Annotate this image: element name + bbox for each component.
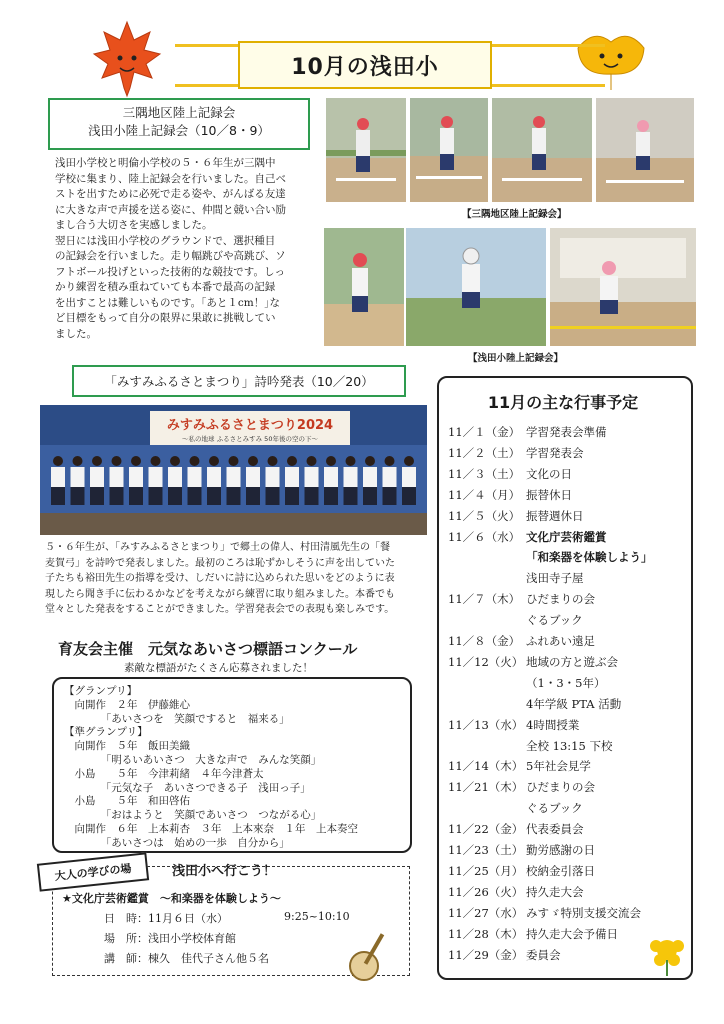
festival-paragraph-line: 現したら聞き手に伝わるかなどを考えながら練習に取り組みました。本番でも bbox=[45, 588, 395, 600]
student-figure-body bbox=[129, 467, 143, 487]
athletics-paragraph-line: ました。 bbox=[55, 327, 97, 340]
student-figure-body bbox=[305, 467, 319, 487]
athletics-paragraph bbox=[55, 156, 315, 342]
festival-paragraph-line: 子たちも裕田先生の指導を受け、しだいに詩に込められた思いをどのように表 bbox=[45, 573, 395, 584]
award-line: 【グランプリ】 bbox=[64, 685, 138, 697]
contest-title: 育友会主催 元気なあいさつ標語コンクール bbox=[58, 640, 358, 658]
schedule-event: 勤労感謝の日 bbox=[526, 843, 595, 857]
schedule-date: 11／５（火） bbox=[448, 508, 521, 523]
student-figure-body bbox=[246, 467, 260, 487]
award-line: 「おはようと 笑顔であいさつ つながる心」 bbox=[64, 809, 322, 822]
photo-festival-stage bbox=[40, 405, 427, 535]
schedule-date: 11／22（金） bbox=[448, 822, 524, 837]
student-figure-head bbox=[229, 456, 239, 466]
schedule-date: 11／２（土） bbox=[448, 445, 521, 460]
student-figure-skirt bbox=[266, 487, 280, 505]
photo-softball-throw bbox=[550, 228, 696, 346]
student-figure-body bbox=[90, 467, 104, 487]
schedule-row bbox=[448, 842, 595, 858]
schedule-event: 全校 13:15 下校 bbox=[526, 738, 613, 753]
schedule-row bbox=[448, 633, 595, 649]
award-line: 【準グランプリ】 bbox=[64, 726, 148, 739]
festival-paragraph-line: ５・６年生が、「みすみふるさとまつり」で郷土の偉人、村田清風先生の「餐 bbox=[45, 542, 390, 553]
schedule-date: 11／13（水） bbox=[448, 717, 524, 732]
photo-hurdle-2 bbox=[410, 98, 488, 202]
caption-asada-meet: 【浅田小陸上記録会】 bbox=[468, 353, 564, 364]
student-figure-skirt bbox=[363, 487, 377, 505]
schedule-row bbox=[448, 529, 607, 545]
schedule-row bbox=[448, 424, 607, 440]
schedule-event: 委員会 bbox=[526, 947, 561, 962]
festival-banner-text: みすみふるさとまつり2024 bbox=[166, 418, 334, 433]
schedule-row bbox=[448, 821, 584, 837]
schedule-row bbox=[448, 508, 584, 524]
festival-paragraph-line: 堂々とした発表をすることができました。学習発表会での表現も楽しみです。 bbox=[45, 604, 395, 615]
schedule-row bbox=[448, 696, 621, 712]
schedule-row bbox=[448, 758, 591, 774]
student-figure-head bbox=[326, 456, 336, 466]
photo-long-jump bbox=[324, 228, 404, 346]
student-figure-body bbox=[383, 467, 397, 487]
photo-hurdle-3 bbox=[492, 98, 592, 202]
athletics-title-line1: 三隅地区陸上記録会 bbox=[122, 105, 236, 120]
schedule-event: 文化庁芸術鑑賞 bbox=[526, 529, 607, 544]
athletics-paragraph-line: まし合う大切さを実感しました。 bbox=[55, 219, 213, 231]
student-figure-skirt bbox=[402, 487, 416, 505]
caption-misumi-meet: 【三隅地区陸上記録会】 bbox=[462, 209, 567, 220]
schedule-row bbox=[448, 466, 572, 482]
schedule-event: 4年学級 PTA 活動 bbox=[526, 696, 622, 711]
student-figure-head bbox=[112, 456, 122, 466]
schedule-date: 11／３（土） bbox=[448, 466, 521, 481]
schedule-row bbox=[448, 779, 595, 795]
award-line: 「元気な子 あいさつできる子 浅田っ子」 bbox=[64, 781, 311, 794]
student-figure-body bbox=[324, 467, 338, 487]
schedule-row bbox=[448, 487, 572, 503]
schedule-row bbox=[448, 738, 612, 754]
student-figure-skirt bbox=[324, 487, 338, 505]
schedule-title: 11月の主な行事予定 bbox=[487, 393, 639, 412]
schedule-event: 持久走大会予備日 bbox=[526, 926, 618, 941]
schedule-event: ふれあい遠足 bbox=[526, 634, 595, 648]
schedule-row bbox=[448, 591, 595, 607]
schedule-date: 11／21（木） bbox=[448, 780, 524, 795]
student-figure-head bbox=[190, 456, 200, 466]
schedule-event: 浅田寺子屋 bbox=[526, 571, 584, 586]
student-figure-head bbox=[151, 456, 161, 466]
athletics-paragraph-line: 浅田小学校と明倫小学校の５・６年生が三隅中 bbox=[55, 157, 276, 169]
contest-subtitle: 素敵な標語がたくさん応募されました！ bbox=[124, 662, 313, 674]
student-figure-body bbox=[227, 467, 241, 487]
schedule-row bbox=[448, 863, 595, 879]
schedule-row bbox=[448, 570, 584, 586]
athletics-paragraph-line: かり練習を積み重ねていても本番で最高の記録 bbox=[55, 281, 276, 293]
student-figure-head bbox=[53, 456, 63, 466]
student-figure-skirt bbox=[344, 487, 358, 505]
student-figure-skirt bbox=[71, 487, 85, 505]
schedule-date: 11／７（木） bbox=[448, 592, 521, 607]
award-line: 向開作 ２年 伊藤維心 bbox=[64, 698, 190, 711]
festival-paragraph bbox=[45, 540, 425, 618]
schedule-event: 「和楽器を体験しよう」 bbox=[526, 550, 653, 565]
athletics-paragraph-line: フトボール投げといった技術的な競技です。しっ bbox=[55, 265, 285, 278]
award-line: 「あいさつは 始めの一歩 自分から」 bbox=[64, 836, 290, 849]
athletics-paragraph-line: の記録会を行いました。走り幅跳びや高跳び、ソ bbox=[55, 250, 286, 262]
award-line: 「あいさつを 笑顔ですると 福来る」 bbox=[64, 712, 290, 725]
schedule-row bbox=[448, 549, 653, 565]
schedule-row bbox=[448, 947, 561, 963]
student-figure-skirt bbox=[188, 487, 202, 505]
manabi-title: 浅田小へ行こう！ bbox=[172, 864, 277, 879]
schedule-date: 11／23（土） bbox=[448, 843, 524, 857]
athletics-paragraph-line: を出すことは難しいものです。｢あと１cm！｣な bbox=[55, 296, 280, 309]
page-title-banner bbox=[238, 41, 492, 89]
schedule-event: 学習発表会 bbox=[526, 445, 584, 460]
schedule-event: ぐるブック bbox=[526, 801, 583, 816]
athletics-paragraph-line: に大きな声で声援を送る姿に、仲間と競い合い励 bbox=[55, 203, 286, 216]
manabi-time: 9:25~10:10 bbox=[284, 910, 350, 923]
student-figure-skirt bbox=[51, 487, 65, 505]
student-figure-skirt bbox=[383, 487, 397, 505]
student-figure-skirt bbox=[227, 487, 241, 505]
schedule-row bbox=[448, 612, 583, 628]
schedule-date: 11／１（金） bbox=[448, 425, 521, 439]
schedule-date: 11／29（金） bbox=[448, 947, 524, 962]
schedule-event: 学習発表会準備 bbox=[526, 425, 607, 439]
schedule-row bbox=[448, 800, 583, 816]
manabi-date: 日 時：11月６日（水） bbox=[104, 912, 228, 925]
student-figure-body bbox=[402, 467, 416, 487]
student-figure-skirt bbox=[129, 487, 143, 505]
student-figure-head bbox=[268, 456, 278, 466]
student-figure-head bbox=[170, 456, 180, 466]
manabi-event: ★文化庁芸術鑑賞 ～和楽器を体験しよう～ bbox=[62, 892, 281, 905]
athletics-paragraph-line: 学校に集まり、陸上記録会を行いました。自己ベ bbox=[55, 172, 286, 185]
student-figure-head bbox=[307, 456, 317, 466]
schedule-event: 文化の日 bbox=[526, 466, 572, 481]
student-figure-skirt bbox=[207, 487, 221, 505]
student-figure-head bbox=[404, 456, 414, 466]
festival-banner-subtext: ～私の地球 ふるさとみすみ 50年後の空の下～ bbox=[182, 435, 318, 443]
schedule-row bbox=[448, 654, 618, 670]
student-figure-body bbox=[149, 467, 163, 487]
festival-paragraph-line: 麦賀弓」を詩吟で発表しました。最初のころは恥ずかしそうに声を出していた bbox=[45, 557, 395, 569]
schedule-date: 11／８（金） bbox=[448, 634, 521, 648]
student-figure-body bbox=[110, 467, 124, 487]
award-line: 向開作 ６年 上本莉杏 ３年 上本來奈 １年 上本奏空 bbox=[64, 823, 358, 835]
student-figure-body bbox=[266, 467, 280, 487]
schedule-date: 11／28（木） bbox=[448, 926, 524, 941]
page-title: 10月の浅田小 bbox=[291, 54, 439, 80]
schedule-event: 5年社会見学 bbox=[526, 759, 591, 774]
student-figure-skirt bbox=[90, 487, 104, 505]
photo-hurdle-4 bbox=[596, 98, 694, 202]
student-figure-body bbox=[168, 467, 182, 487]
athletics-title-box bbox=[48, 98, 310, 150]
student-figure-head bbox=[365, 456, 375, 466]
student-figure-skirt bbox=[285, 487, 299, 505]
schedule-date: 11／27（水） bbox=[448, 905, 524, 920]
schedule-row bbox=[448, 445, 584, 461]
schedule-event: ぐるブック bbox=[526, 613, 583, 628]
schedule-row bbox=[448, 884, 584, 900]
schedule-event: （1・3・5年） bbox=[526, 675, 606, 690]
schedule-row bbox=[448, 717, 579, 733]
schedule-event: 振替週休日 bbox=[526, 508, 584, 523]
student-figure-body bbox=[188, 467, 202, 487]
student-figure-head bbox=[385, 456, 395, 466]
student-figure-skirt bbox=[305, 487, 319, 505]
student-figure-head bbox=[73, 456, 83, 466]
student-figure-head bbox=[209, 456, 219, 466]
schedule-event: 地域の方と遊ぶ会 bbox=[526, 654, 618, 669]
photo-hurdle-1 bbox=[326, 98, 406, 202]
festival-title: 「みすみふるさとまつり」詩吟発表（10／20） bbox=[72, 365, 406, 397]
student-figure-head bbox=[346, 456, 356, 466]
manabi-lecturer: 講 師：棟久 佳代子さん他５名 bbox=[104, 952, 269, 965]
student-figure-head bbox=[92, 456, 102, 466]
award-line: 向開作 ５年 飯田美織 bbox=[64, 740, 190, 753]
schedule-event: 代表委員会 bbox=[526, 822, 584, 837]
athletics-paragraph-line: 翌日には浅田小学校のグラウンドで、選択種目 bbox=[55, 234, 276, 247]
athletics-paragraph-line: ストを出すために必死で走る姿や、がんばる友達 bbox=[55, 188, 286, 200]
schedule-event: ひだまりの会 bbox=[526, 780, 595, 795]
schedule-date: 11／４（月） bbox=[448, 487, 521, 502]
student-figure-skirt bbox=[110, 487, 124, 505]
student-figure-body bbox=[344, 467, 358, 487]
student-figure-body bbox=[71, 467, 85, 487]
shamisen-icon bbox=[346, 924, 406, 984]
schedule-date: 11／12（火） bbox=[448, 654, 524, 669]
photo-high-jump bbox=[406, 228, 546, 346]
student-figure-body bbox=[363, 467, 377, 487]
athletics-paragraph-line: ど目標をもって自分の限界に果敢に挑戦してい bbox=[55, 312, 276, 324]
award-line: 小島 ５年 和田啓佑 bbox=[64, 795, 190, 808]
schedule-event: ひだまりの会 bbox=[526, 592, 595, 607]
schedule-date: 11／６（水） bbox=[448, 529, 521, 544]
maple-leaf-red-icon bbox=[92, 18, 162, 98]
schedule-row bbox=[448, 926, 618, 942]
chrysanthemum-icon bbox=[642, 928, 692, 978]
schedule-event: 4時間授業 bbox=[526, 717, 580, 732]
schedule-event: みすゞ特別支援交流会 bbox=[526, 905, 641, 920]
schedule-event: 振替休日 bbox=[526, 487, 572, 502]
student-figure-skirt bbox=[149, 487, 163, 505]
schedule-date: 11／14（木） bbox=[448, 759, 524, 774]
athletics-title-line2: 浅田小陸上記録会（10／8・9） bbox=[88, 123, 270, 138]
student-figure-head bbox=[287, 456, 297, 466]
award-line: 「明るいあいさつ 大きな声で みんな笑顔」 bbox=[64, 754, 322, 766]
student-figure-body bbox=[285, 467, 299, 487]
schedule-row bbox=[448, 905, 641, 921]
student-figure-skirt bbox=[168, 487, 182, 505]
schedule-date: 11／26（火） bbox=[448, 884, 524, 899]
award-line: 小島 ５年 今津莉緒 ４年今津蒼太 bbox=[64, 767, 264, 780]
student-figure-skirt bbox=[246, 487, 260, 505]
schedule-event: 校納金引落日 bbox=[526, 863, 595, 878]
student-figure-body bbox=[207, 467, 221, 487]
schedule-date: 11／25（月） bbox=[448, 863, 524, 878]
student-figure-body bbox=[51, 467, 65, 487]
manabi-place: 場 所：浅田小学校体育館 bbox=[104, 932, 236, 945]
schedule-event: 持久走大会 bbox=[526, 884, 584, 899]
student-figure-head bbox=[248, 456, 258, 466]
schedule-row bbox=[448, 675, 605, 691]
student-figure-head bbox=[131, 456, 141, 466]
manabi-tag: 大人の学びの場 bbox=[37, 852, 149, 891]
